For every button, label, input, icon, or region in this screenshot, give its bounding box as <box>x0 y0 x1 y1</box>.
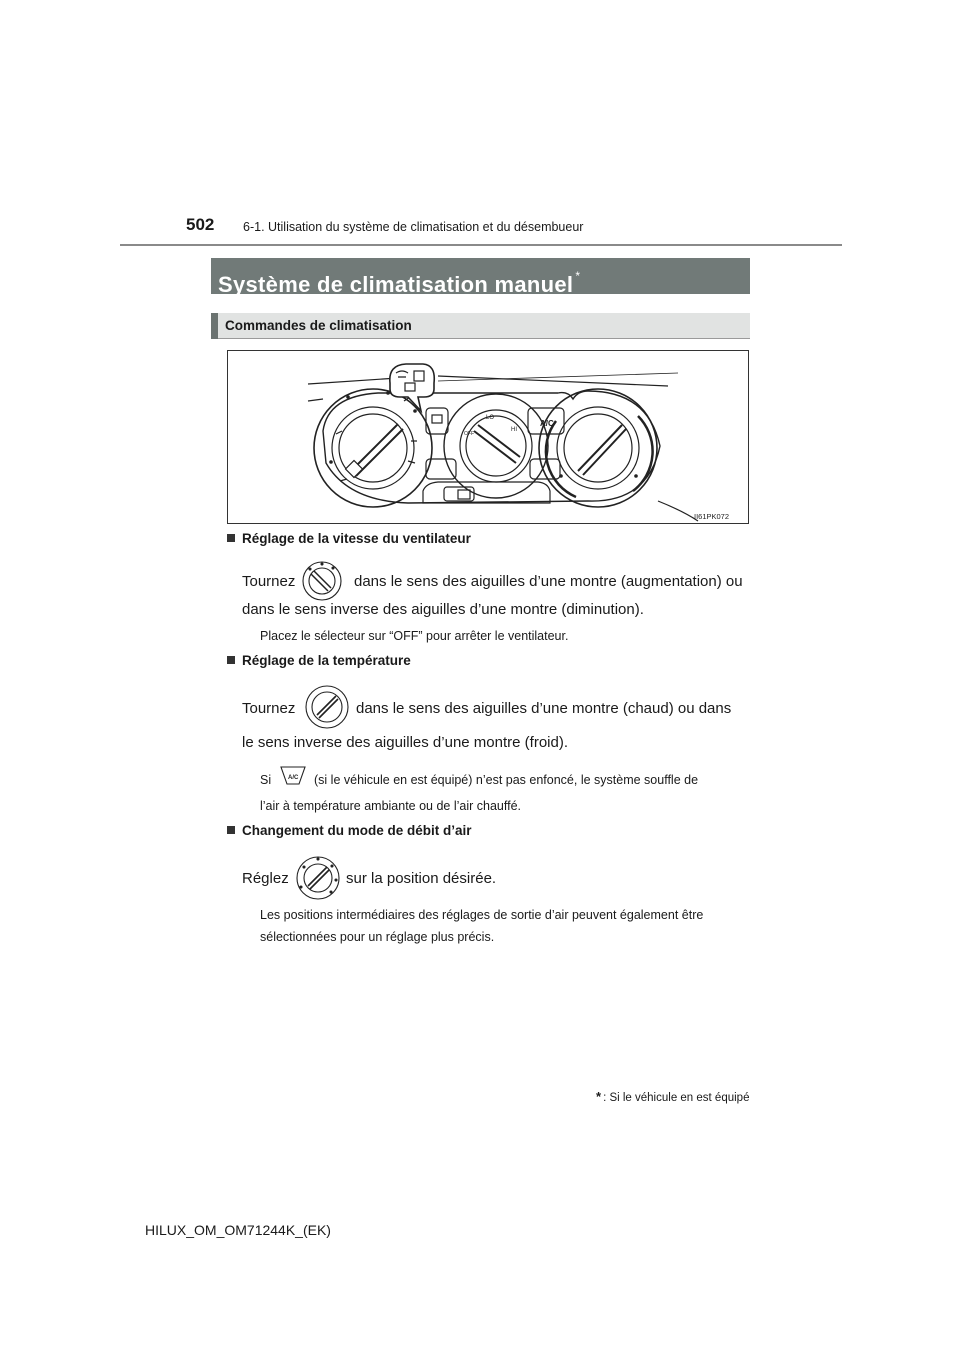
fan-speed-note: Placez le sélecteur sur “OFF” pour arrêter le ventilateur. <box>260 629 569 643</box>
airflow-mode-dial-icon <box>295 855 341 906</box>
fan-speed-heading <box>227 531 471 546</box>
temperature-note-line2: l’air à température ambiante ou de l’air chauffé. <box>260 799 522 813</box>
illustration-code: II61PK072 <box>694 512 730 521</box>
ac-icon-label: A/C <box>288 775 299 781</box>
airflow-line1-prefix: Réglez <box>242 870 289 887</box>
temperature-note-prefix: Si <box>260 773 272 787</box>
footnote-star: * <box>596 1089 602 1104</box>
airflow-note-line2: sélectionnées pour un réglage plus précis. <box>260 930 495 944</box>
bullet-square <box>227 656 235 664</box>
header-divider <box>120 244 842 246</box>
temperature-heading <box>227 653 411 668</box>
ac-button-label: A/C <box>540 419 554 428</box>
airflow-mode-heading <box>227 823 472 838</box>
fan-speed-heading-text: Réglage de la vitesse du ventilateur <box>242 531 471 546</box>
fan-lo-mark: LO <box>486 415 495 421</box>
page-title-text: Système de climatisation manuel <box>218 272 574 297</box>
footnote <box>596 1089 749 1104</box>
temperature-line1-suffix: dans le sens des aiguilles d’une montre (chaud) ou dans <box>356 700 732 717</box>
fan-hi-mark: HI <box>511 427 517 433</box>
fan-speed-line1-suffix: dans le sens des aiguilles d’une montre (augmentation) ou <box>354 573 743 590</box>
section-stripe <box>211 313 218 339</box>
airflow-note: Les positions intermédiaires des réglages de sortie d’air peuvent également être <box>260 908 704 922</box>
title-footnote-mark: * <box>575 269 581 283</box>
page-number: 502 <box>186 215 215 234</box>
ac-button-icon <box>279 764 307 791</box>
temperature-note-suffix: (si le véhicule en est équipé) n’est pas enfoncé, le système souffle de <box>314 773 699 787</box>
document-code: HILUX_OM_OM71244K_(EK) <box>145 1222 331 1238</box>
fan-speed-line2: dans le sens inverse des aiguilles d’une montre (diminution). <box>242 601 644 618</box>
section-header <box>211 313 750 339</box>
airflow-mode-heading-text: Changement du mode de débit d’air <box>242 823 472 838</box>
control-panel-drawing <box>228 351 749 524</box>
temperature-line2: le sens inverse des aiguilles d’une montre (froid). <box>242 734 568 751</box>
temperature-line1-prefix: Tournez <box>242 700 296 717</box>
temperature-heading-text: Réglage de la température <box>242 653 411 668</box>
bullet-square <box>227 534 235 542</box>
climate-control-illustration <box>227 350 749 524</box>
airflow-line1-suffix: sur la position désirée. <box>346 870 497 887</box>
fan-speed-line1-prefix: Tournez <box>242 573 296 590</box>
page-title <box>211 258 750 297</box>
footnote-text: : Si le véhicule en est équipé <box>603 1092 750 1104</box>
chapter-header: 6-1. Utilisation du système de climatisation et du désembueur <box>243 220 584 234</box>
fan-off-mark: OFF <box>464 431 474 437</box>
section-title: Commandes de climatisation <box>225 318 412 333</box>
temperature-dial-icon <box>304 684 350 735</box>
bullet-square <box>227 826 235 834</box>
